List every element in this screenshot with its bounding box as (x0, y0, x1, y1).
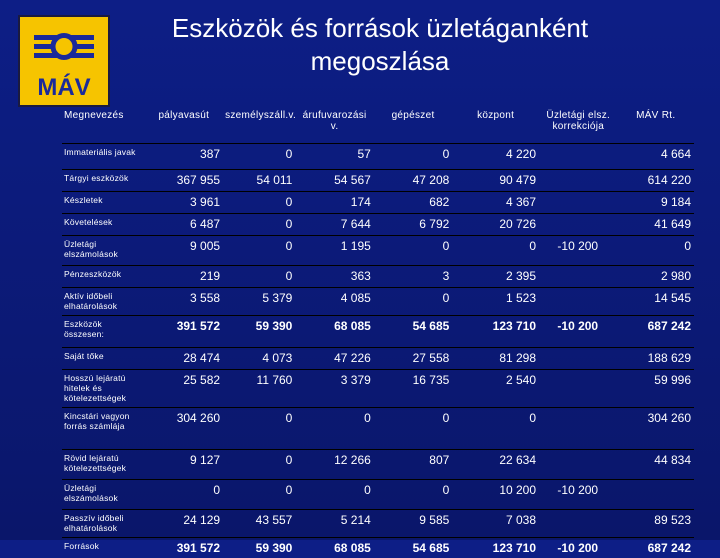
table-cell: 3 379 (295, 370, 373, 408)
table-cell: 89 523 (618, 510, 695, 538)
table-cell: 28 474 (145, 348, 223, 370)
table-cell: 20 726 (452, 214, 539, 236)
table-cell (539, 510, 617, 538)
row-label: Eszközök összesen: (62, 316, 145, 348)
table-cell: 4 664 (618, 144, 695, 170)
table-cell: 7 038 (452, 510, 539, 538)
table-cell: 47 226 (295, 348, 373, 370)
row-label: Kincstári vagyon forrás számlája (62, 408, 145, 450)
table-cell: 68 085 (295, 316, 373, 348)
row-label: Immateriális javak (62, 144, 145, 170)
row-label: Készletek (62, 192, 145, 214)
table-cell: 0 (223, 480, 295, 510)
table-row (62, 144, 694, 170)
table-cell: 57 (295, 144, 373, 170)
row-label: Saját tőke (62, 348, 145, 370)
table-cell: 9 585 (374, 510, 452, 538)
column-header: árufuvarozási v. (302, 110, 367, 132)
table-cell: 391 572 (145, 538, 223, 558)
table-row (62, 450, 694, 480)
table-cell: 174 (295, 192, 373, 214)
table-cell: 123 710 (452, 316, 539, 348)
table-row (62, 192, 694, 214)
table-row (62, 316, 694, 348)
table-cell: 0 (223, 192, 295, 214)
table-cell: 81 298 (452, 348, 539, 370)
row-label: Hosszú lejáratú hitelek és kötelezettségek (62, 370, 145, 408)
table-cell: 387 (145, 144, 223, 170)
table-cell: -10 200 (539, 236, 617, 266)
table-cell: 0 (223, 214, 295, 236)
table-row (62, 370, 694, 408)
column-header: Megnevezés (64, 110, 124, 121)
table-cell: 682 (374, 192, 452, 214)
table-cell: 44 834 (618, 450, 695, 480)
table-cell: 363 (295, 266, 373, 288)
table-cell: 41 649 (618, 214, 695, 236)
table-cell: 367 955 (145, 170, 223, 192)
table-cell: 614 220 (618, 170, 695, 192)
table-cell (539, 214, 617, 236)
table-cell: 4 073 (223, 348, 295, 370)
table-cell: 3 (374, 266, 452, 288)
table-cell: 4 367 (452, 192, 539, 214)
table-cell: 0 (223, 266, 295, 288)
table-cell: 11 760 (223, 370, 295, 408)
table-cell: 0 (374, 408, 452, 450)
table-cell: 2 540 (452, 370, 539, 408)
table-cell: 68 085 (295, 538, 373, 558)
table-cell (539, 144, 617, 170)
table-cell: 5 379 (223, 288, 295, 316)
table-cell: 304 260 (618, 408, 695, 450)
table-cell: 687 242 (618, 316, 695, 348)
title-line-2: megoszlása (310, 46, 450, 76)
table-cell: 0 (452, 408, 539, 450)
column-header: gépészet (391, 110, 435, 121)
table-cell: 43 557 (223, 510, 295, 538)
table-cell: 188 629 (618, 348, 695, 370)
table-cell: 0 (452, 236, 539, 266)
table-cell: 9 005 (145, 236, 223, 266)
table-cell: 0 (295, 408, 373, 450)
row-label: Aktív időbeli elhatárolások (62, 288, 145, 316)
table-row (62, 288, 694, 316)
table-cell: 0 (223, 144, 295, 170)
table-cell: 7 644 (295, 214, 373, 236)
table-header-row (62, 106, 694, 144)
row-label: Pénzeszközök (62, 266, 145, 288)
table-cell: 10 200 (452, 480, 539, 510)
table-cell: 391 572 (145, 316, 223, 348)
column-header: központ (477, 110, 515, 121)
row-label: Üzletági elszámolások (62, 236, 145, 266)
table-cell: 59 996 (618, 370, 695, 408)
column-header: személyszáll.v. (225, 110, 297, 121)
table-row (62, 348, 694, 370)
table-cell: 47 208 (374, 170, 452, 192)
table-cell: 5 214 (295, 510, 373, 538)
table-cell: 0 (223, 450, 295, 480)
table-cell (539, 170, 617, 192)
table-row (62, 170, 694, 192)
table-cell (539, 408, 617, 450)
table-cell: 1 523 (452, 288, 539, 316)
row-label: Passzív időbeli elhatárolások (62, 510, 145, 538)
table-cell: 25 582 (145, 370, 223, 408)
table-row (62, 538, 694, 558)
table-cell: 0 (618, 236, 695, 266)
mav-logo-icon (20, 17, 108, 105)
table-row (62, 510, 694, 538)
column-header: Üzletági elsz. korrekciója (546, 110, 611, 132)
table-cell: 1 195 (295, 236, 373, 266)
table-cell: 54 685 (374, 538, 452, 558)
table-cell: -10 200 (539, 538, 617, 558)
table-cell: 0 (223, 408, 295, 450)
table-cell: 2 395 (452, 266, 539, 288)
table-cell: 6 792 (374, 214, 452, 236)
table-row (62, 480, 694, 510)
table-cell: 0 (374, 480, 452, 510)
logo-text: MÁV (37, 74, 91, 101)
column-header: pályavasút (158, 110, 210, 121)
table-cell: 0 (374, 236, 452, 266)
table-cell: 3 961 (145, 192, 223, 214)
table-row (62, 408, 694, 450)
table-cell (539, 450, 617, 480)
table-cell: 0 (374, 144, 452, 170)
mav-logo (18, 15, 110, 107)
row-label: Tárgyi eszközök (62, 170, 145, 192)
table-cell: 6 487 (145, 214, 223, 236)
balance-table (62, 106, 694, 558)
table-cell: 304 260 (145, 408, 223, 450)
table-cell: 0 (145, 480, 223, 510)
row-label: Rövid lejáratú kötelezettségek (62, 450, 145, 480)
table-cell (618, 480, 695, 510)
table-cell (539, 288, 617, 316)
table-cell: 27 558 (374, 348, 452, 370)
page-title (130, 12, 630, 78)
table-cell: 16 735 (374, 370, 452, 408)
table-cell: 22 634 (452, 450, 539, 480)
table-cell: 12 266 (295, 450, 373, 480)
table-cell: 807 (374, 450, 452, 480)
table-cell: 14 545 (618, 288, 695, 316)
table-cell: 0 (374, 288, 452, 316)
table-cell: 0 (223, 236, 295, 266)
row-label: Követelések (62, 214, 145, 236)
table-cell: 2 980 (618, 266, 695, 288)
table-cell: -10 200 (539, 480, 617, 510)
table-cell: 123 710 (452, 538, 539, 558)
table-cell: 687 242 (618, 538, 695, 558)
table-row (62, 214, 694, 236)
title-line-1: Eszközök és források üzletáganként (171, 13, 589, 43)
table-row (62, 266, 694, 288)
table-cell: 219 (145, 266, 223, 288)
table-cell (539, 266, 617, 288)
table-cell: 90 479 (452, 170, 539, 192)
table-cell: 0 (295, 480, 373, 510)
table-cell (539, 348, 617, 370)
table-cell (539, 192, 617, 214)
table-cell: -10 200 (539, 316, 617, 348)
table-cell: 54 567 (295, 170, 373, 192)
table-cell: 59 390 (223, 538, 295, 558)
table-cell: 3 558 (145, 288, 223, 316)
table-cell: 9 127 (145, 450, 223, 480)
column-header: MÁV Rt. (636, 110, 676, 121)
row-label: Üzletági elszámolások (62, 480, 145, 510)
table-cell: 54 685 (374, 316, 452, 348)
table-cell: 59 390 (223, 316, 295, 348)
table-cell: 4 085 (295, 288, 373, 316)
table-cell: 24 129 (145, 510, 223, 538)
table-cell (539, 370, 617, 408)
table-cell: 9 184 (618, 192, 695, 214)
table-body (62, 144, 694, 558)
table-cell: 54 011 (223, 170, 295, 192)
table-cell: 4 220 (452, 144, 539, 170)
table-row (62, 236, 694, 266)
row-label: Források (62, 538, 145, 558)
